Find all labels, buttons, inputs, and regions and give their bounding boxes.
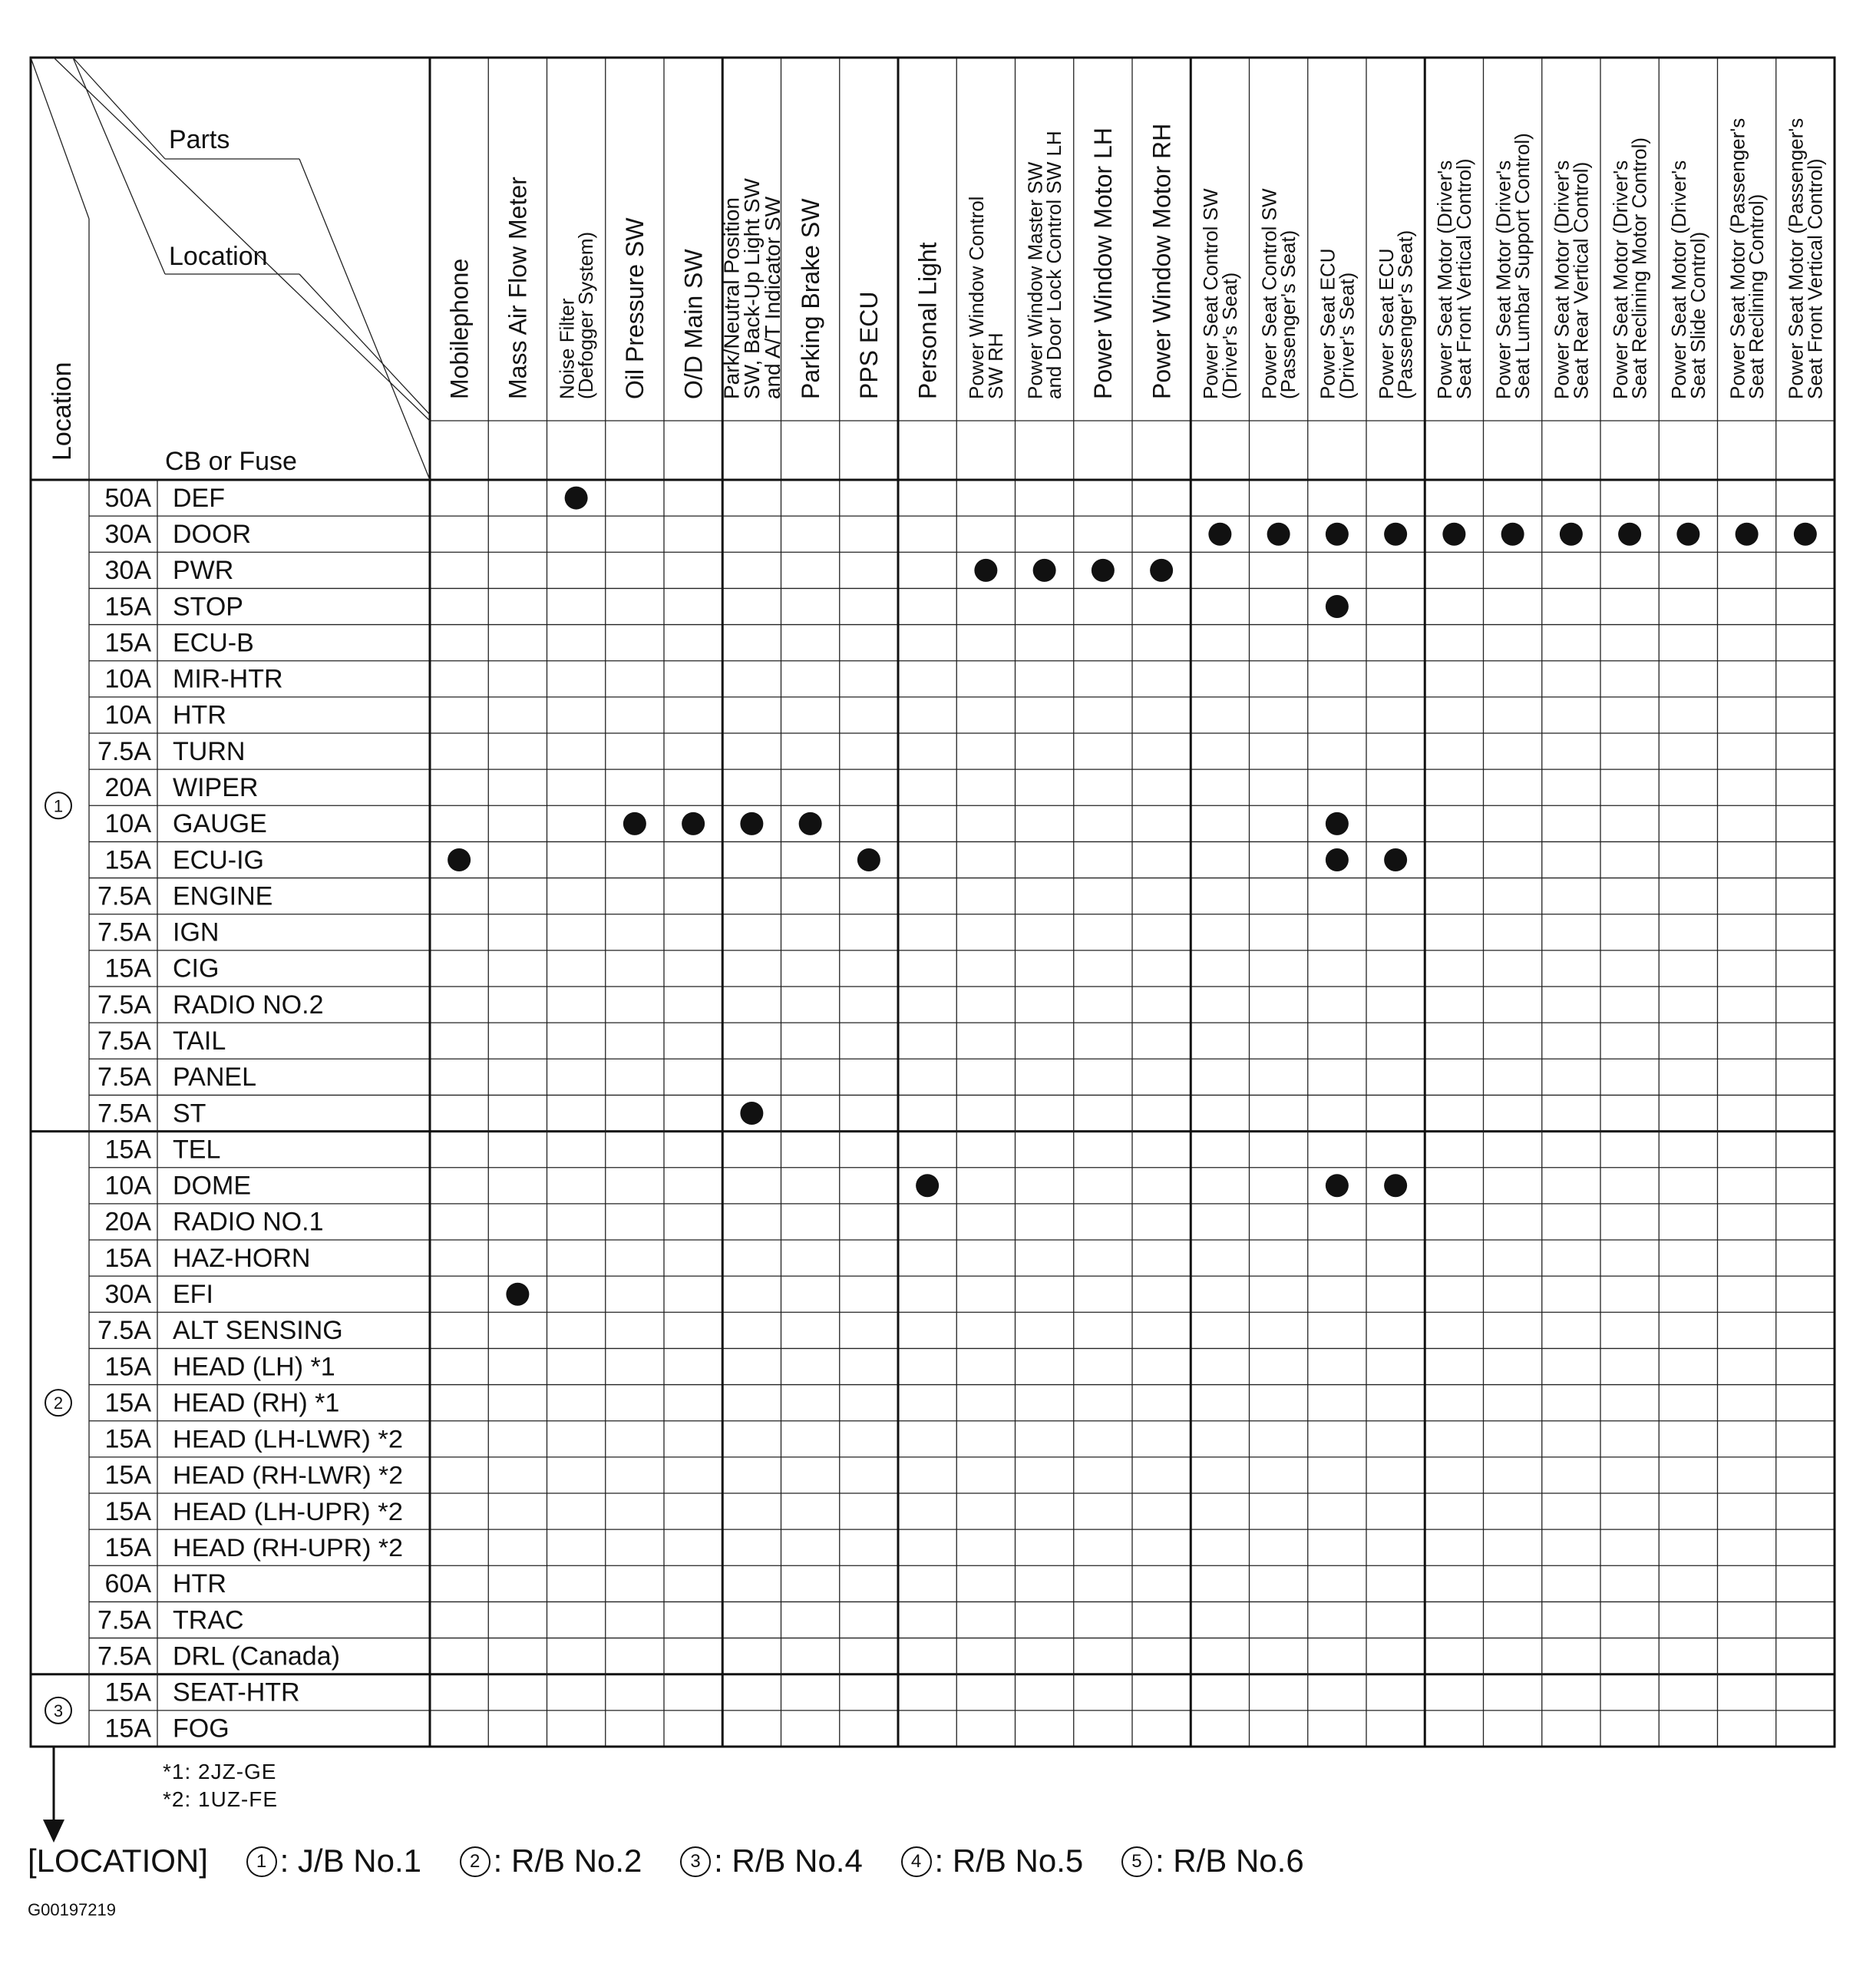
fuse-name: CIG	[173, 954, 220, 983]
fuse-name: HEAD (RH-UPR) *2	[173, 1534, 403, 1562]
amp-rating: 7.5A	[97, 1063, 151, 1092]
fuse-name: DOOR	[173, 520, 251, 550]
column-header-text: Power Window Control	[965, 196, 989, 399]
connection-dot	[623, 812, 646, 835]
legend-title: [LOCATION]	[28, 1843, 208, 1879]
column-header-text: Parking Brake SW	[796, 198, 824, 399]
fuse-name: DRL (Canada)	[173, 1641, 340, 1671]
fuse-name: ECU-IG	[173, 845, 264, 875]
connection-dot	[1501, 523, 1524, 546]
amp-rating: 50A	[104, 483, 151, 513]
fuse-name: RADIO NO.2	[173, 990, 324, 1020]
column-header-text: (Passenger's Seat)	[1277, 230, 1300, 399]
connection-dot	[1326, 523, 1349, 546]
fuse-name: HEAD (RH) *1	[173, 1388, 340, 1418]
fuse-name: GAUGE	[173, 809, 267, 839]
amp-rating: 15A	[104, 1714, 151, 1744]
legend-item-1	[246, 1843, 421, 1879]
column-header-text: (Defogger System)	[574, 231, 598, 399]
amp-rating: 20A	[104, 1207, 151, 1237]
fuse-name: ENGINE	[173, 881, 273, 911]
column-header-text: Seat Slide Control)	[1686, 231, 1709, 399]
fuse-name: SEAT-HTR	[173, 1678, 300, 1707]
footnote-1: *1: 2JZ-GE	[163, 1760, 277, 1783]
corner-diagonal	[31, 58, 89, 219]
column-header-text: and A/T Indicator SW	[760, 196, 784, 399]
fuse-name: PWR	[173, 556, 234, 586]
connection-dot	[1560, 523, 1583, 546]
connection-dot	[565, 487, 588, 510]
connection-dot	[1092, 559, 1115, 582]
connection-dot	[1150, 559, 1173, 582]
circled-number-1: 1	[246, 1846, 277, 1877]
column-header-text: Power Seat Motor (Driver's	[1491, 160, 1515, 399]
fuse-name: HEAD (LH-UPR) *2	[173, 1497, 403, 1525]
column-header-text: Power Seat Motor (Passenger's	[1784, 117, 1808, 399]
fuse-name: IGN	[173, 917, 220, 947]
legend-item-text: : R/B No.6	[1154, 1843, 1304, 1879]
circled-number-5: 5	[1121, 1846, 1152, 1877]
column-header-text: Mobilephone	[445, 258, 474, 399]
location-group-number: 3	[53, 1701, 64, 1721]
connection-dot	[740, 1102, 763, 1125]
amp-rating: 15A	[104, 845, 151, 875]
amp-rating: 10A	[104, 664, 151, 694]
column-header-text: (Driver's Seat)	[1335, 272, 1359, 399]
column-header-text: (Passenger's Seat)	[1393, 230, 1417, 399]
amp-rating: 7.5A	[97, 881, 151, 911]
column-header-text: Seat Rear Vertical Control)	[1569, 161, 1593, 399]
column-header-text: Power Seat Motor (Driver's	[1550, 160, 1574, 399]
column-header-text: Power Window Motor RH	[1148, 123, 1176, 399]
column-header-text: Personal Light	[913, 242, 942, 399]
amp-rating: 10A	[104, 809, 151, 839]
column-header-text: Seat Front Vertical Control)	[1452, 158, 1475, 399]
circled-number-4: 4	[901, 1846, 932, 1877]
amp-rating: 15A	[104, 1388, 151, 1418]
column-header-text: Power Seat ECU	[1316, 248, 1339, 399]
amp-rating: 15A	[104, 1424, 151, 1454]
location-leader-line	[73, 58, 165, 274]
fuse-name: ALT SENSING	[173, 1316, 343, 1346]
column-header-text: Oil Pressure SW	[621, 217, 649, 399]
column-header-text: O/D Main SW	[679, 249, 708, 399]
column-header-text: Mass Air Flow Meter	[504, 177, 532, 399]
column-header-text: Seat Lumbar Support Control)	[1511, 133, 1534, 399]
amp-rating: 7.5A	[97, 990, 151, 1020]
column-header-text: Power Seat Motor (Driver's	[1667, 160, 1691, 399]
connection-dot	[799, 812, 822, 835]
connection-dot	[857, 848, 880, 871]
figure-code: G00197219	[28, 1900, 116, 1919]
fuse-name: EFI	[173, 1280, 213, 1310]
amp-rating: 7.5A	[97, 1316, 151, 1346]
fuse-name: PANEL	[173, 1063, 256, 1092]
connection-dot	[1384, 523, 1407, 546]
cb-fuse-header-label: CB or Fuse	[165, 447, 297, 476]
amp-rating: 15A	[104, 628, 151, 658]
legend-item-text: : R/B No.4	[714, 1843, 863, 1879]
connection-dot	[916, 1174, 939, 1197]
amp-rating: 7.5A	[97, 1605, 151, 1635]
fuse-name: DOME	[173, 1171, 251, 1201]
fuse-name: MIR-HTR	[173, 664, 283, 694]
column-header-text: Power Window Master SW	[1023, 161, 1047, 399]
column-header-text: Noise Filter	[555, 298, 579, 399]
column-header-text: Seat Reclining Motor Control)	[1627, 137, 1651, 399]
legend-item-text: : R/B No.5	[934, 1843, 1084, 1879]
connection-dot	[974, 559, 997, 582]
connection-dot	[1736, 523, 1759, 546]
amp-rating: 15A	[104, 954, 151, 983]
fuse-name: HTR	[173, 1569, 226, 1599]
amp-rating: 7.5A	[97, 736, 151, 766]
amp-rating: 30A	[104, 1280, 151, 1310]
amp-rating: 15A	[104, 1533, 151, 1563]
column-header-text: Power Seat Motor (Driver's	[1433, 160, 1457, 399]
amp-rating: 30A	[104, 556, 151, 586]
amp-rating: 7.5A	[97, 1099, 151, 1129]
circled-number-2: 2	[460, 1846, 490, 1877]
fuse-name: TRAC	[173, 1605, 244, 1635]
parts-leader-line	[73, 58, 165, 159]
location-legend	[28, 1843, 1333, 1879]
connection-dot	[1384, 848, 1407, 871]
connection-dot	[1267, 523, 1290, 546]
fuse-name: TAIL	[173, 1026, 226, 1056]
legend-item-2	[460, 1843, 642, 1879]
column-header-text: Power Seat Control SW	[1257, 188, 1281, 399]
column-header-text: Seat Front Vertical Control)	[1803, 158, 1827, 399]
column-header-text: Park/Neutral Position	[719, 197, 744, 399]
connection-dot	[740, 812, 763, 835]
column-header-text: PPS ECU	[855, 291, 884, 399]
amp-rating: 7.5A	[97, 1026, 151, 1056]
connection-dot	[1208, 523, 1231, 546]
amp-rating: 15A	[104, 1678, 151, 1707]
fuse-name: WIPER	[173, 773, 259, 803]
fuse-name: RADIO NO.1	[173, 1207, 324, 1237]
location-group-number: 2	[53, 1393, 64, 1413]
fuse-name: ECU-B	[173, 628, 254, 658]
amp-rating: 15A	[104, 1460, 151, 1490]
fuse-name: HEAD (LH) *1	[173, 1352, 335, 1382]
footnote-2: *2: 1UZ-FE	[163, 1787, 279, 1811]
column-header-text: Power Seat ECU	[1374, 248, 1398, 399]
amp-rating: 20A	[104, 773, 151, 803]
legend-item-text: : J/B No.1	[279, 1843, 421, 1879]
fuse-name: STOP	[173, 592, 243, 622]
parts-header-label: Parts	[169, 125, 230, 154]
location-leader-line	[299, 274, 430, 415]
amp-rating: 10A	[104, 700, 151, 730]
fuse-name: FOG	[173, 1714, 230, 1744]
location-axis-label: Location	[48, 362, 77, 461]
legend-item-5	[1121, 1843, 1304, 1879]
connection-dot	[1326, 848, 1349, 871]
circled-number-3: 3	[680, 1846, 711, 1877]
amp-rating: 7.5A	[97, 1641, 151, 1671]
connection-dot	[1676, 523, 1699, 546]
column-header-text: Power Seat Motor (Passenger's	[1726, 117, 1749, 399]
connection-dot	[448, 848, 471, 871]
amp-rating: 15A	[104, 1243, 151, 1273]
legend-item-text: : R/B No.2	[493, 1843, 642, 1879]
connection-dot	[1326, 812, 1349, 835]
amp-rating: 60A	[104, 1569, 151, 1599]
amp-rating: 15A	[104, 1496, 151, 1526]
connection-dot	[1794, 523, 1817, 546]
fuse-name: TURN	[173, 736, 246, 766]
fuse-name: HTR	[173, 700, 226, 730]
legend-item-3	[680, 1843, 863, 1879]
connection-dot	[1618, 523, 1641, 546]
column-header-text: Power Seat Control SW	[1199, 188, 1223, 399]
fuse-name: TEL	[173, 1135, 221, 1165]
fuse-name: ST	[173, 1099, 206, 1129]
amp-rating: 15A	[104, 1135, 151, 1165]
fuse-name: DEF	[173, 483, 225, 513]
column-header-text: Power Window Motor LH	[1089, 127, 1118, 399]
connection-dot	[1384, 1174, 1407, 1197]
connection-dot	[1326, 595, 1349, 618]
amp-rating: 15A	[104, 592, 151, 622]
location-arrow-head	[43, 1820, 64, 1843]
connection-dot	[1033, 559, 1056, 582]
column-header-text: SW, Back-Up Light SW	[740, 178, 765, 399]
corner-diagonal	[54, 58, 430, 421]
fuse-name: HEAD (LH-LWR) *2	[173, 1425, 403, 1453]
amp-rating: 10A	[104, 1171, 151, 1201]
column-header-text: Seat Reclining Control)	[1745, 193, 1769, 399]
connection-dot	[506, 1283, 529, 1306]
amp-rating: 15A	[104, 1352, 151, 1382]
connection-dot	[1326, 1174, 1349, 1197]
column-header-text: Power Seat Motor (Driver's	[1608, 160, 1632, 399]
column-header-text: SW RH	[983, 332, 1007, 399]
column-header-text: (Driver's Seat)	[1217, 272, 1241, 399]
amp-rating: 7.5A	[97, 917, 151, 947]
amp-rating: 30A	[104, 520, 151, 550]
location-group-number: 1	[53, 796, 64, 816]
parts-leader-line	[299, 159, 430, 480]
column-header-text: and Door Lock Control SW LH	[1042, 131, 1066, 399]
fuse-name: HAZ-HORN	[173, 1243, 311, 1273]
legend-item-4	[901, 1843, 1084, 1879]
connection-dot	[682, 812, 705, 835]
location-header-label: Location	[169, 242, 268, 271]
connection-dot	[1442, 523, 1465, 546]
fuse-name: HEAD (RH-LWR) *2	[173, 1461, 403, 1489]
